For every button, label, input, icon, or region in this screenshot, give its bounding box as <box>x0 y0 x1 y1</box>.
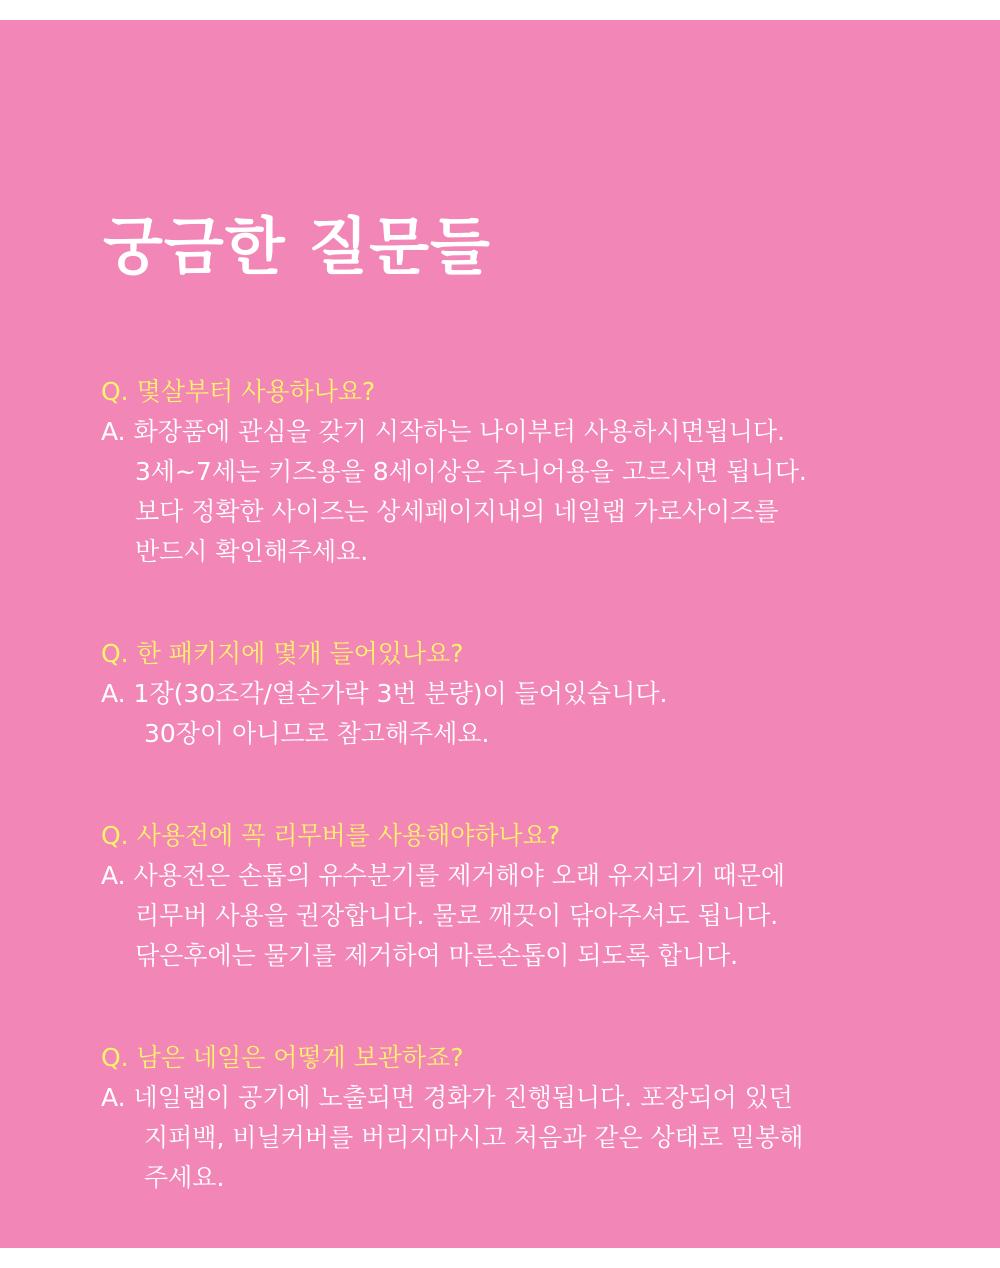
faq-item <box>101 1038 961 1198</box>
faq-answer-line: 30장이 아니므로 참고해주세요. <box>144 719 490 748</box>
faq-answer-line: A. 1장(30조각/열손가락 3번 분량)이 들어있습니다. <box>101 679 668 708</box>
faq-answer-line: 지퍼백, 비닐커버를 버리지마시고 처음과 같은 상태로 밀봉해 <box>144 1123 804 1152</box>
faq-panel <box>0 20 1000 1248</box>
faq-answer <box>101 674 961 754</box>
faq-item <box>101 372 961 572</box>
faq-question: Q. 사용전에 꼭 리무버를 사용해야하나요? <box>101 821 561 850</box>
faq-answer-line: A. 사용전은 손톱의 유수분기를 제거해야 오래 유지되기 때문에 <box>101 861 785 890</box>
faq-answer-line: 3세~7세는 키즈용을 8세이상은 주니어용을 고르시면 됩니다. <box>135 457 807 486</box>
faq-answer <box>101 1078 961 1198</box>
faq-answer-line: 반드시 확인해주세요. <box>135 537 369 566</box>
faq-item <box>101 634 961 754</box>
faq-answer-line: 리무버 사용을 권장합니다. 물로 깨끗이 닦아주셔도 됩니다. <box>135 901 779 930</box>
faq-answer-line: 닦은후에는 물기를 제거하여 마른손톱이 되도록 합니다. <box>135 941 739 970</box>
faq-answer-line: 보다 정확한 사이즈는 상세페이지내의 네일랩 가로사이즈를 <box>135 497 779 526</box>
faq-answer-line: 주세요. <box>144 1163 225 1192</box>
page-title: 궁금한 질문들 <box>103 210 491 283</box>
faq-answer-line: A. 네일랩이 공기에 노출되면 경화가 진행됩니다. 포장되어 있던 <box>101 1083 793 1112</box>
faq-question: Q. 몇살부터 사용하나요? <box>101 377 376 406</box>
faq-question: Q. 한 패키지에 몇개 들어있나요? <box>101 639 464 668</box>
faq-answer <box>101 856 961 976</box>
faq-answer <box>101 412 961 572</box>
faq-list <box>101 372 961 1260</box>
faq-item <box>101 816 961 976</box>
faq-answer-line: A. 화장품에 관심을 갖기 시작하는 나이부터 사용하시면됩니다. <box>101 417 785 446</box>
faq-question: Q. 남은 네일은 어떻게 보관하죠? <box>101 1043 464 1072</box>
